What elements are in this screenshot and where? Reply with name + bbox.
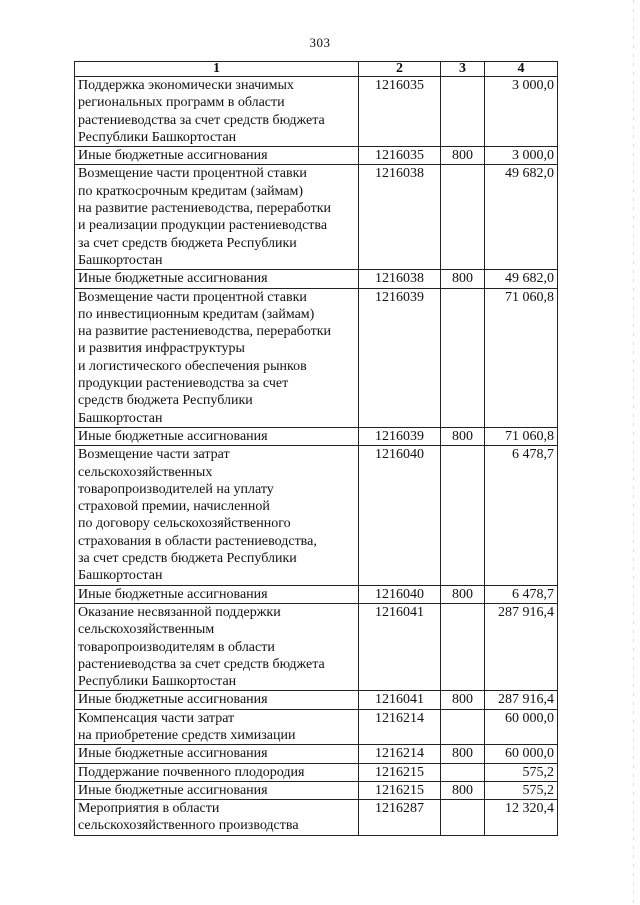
amount-cell-text: 3 000,0 — [512, 78, 554, 93]
table-row — [75, 800, 558, 836]
amount-cell — [485, 709, 558, 745]
code-cell — [359, 763, 441, 781]
code-cell-text: 1216287 — [375, 801, 424, 817]
amount-cell-text: 49 682,0 — [505, 271, 554, 287]
type-cell — [441, 763, 485, 781]
code-cell — [359, 165, 441, 270]
code-cell — [359, 288, 441, 427]
type-cell — [441, 585, 485, 603]
header-row — [75, 62, 558, 77]
code-cell-text: 1216041 — [375, 604, 424, 620]
type-cell — [441, 745, 485, 763]
code-cell — [359, 446, 441, 585]
amount-cell — [485, 745, 558, 763]
name-cell-text: Иные бюджетные ассигнования — [78, 782, 268, 798]
table-row — [75, 763, 558, 781]
name-cell — [75, 147, 359, 165]
amount-cell — [485, 77, 558, 147]
name-cell — [75, 603, 359, 690]
amount-cell — [485, 585, 558, 603]
code-cell — [359, 709, 441, 745]
type-cell — [441, 691, 485, 709]
table-row — [75, 745, 558, 763]
name-cell-text: Иные бюджетные ассигнования — [78, 428, 268, 444]
table-row — [75, 446, 558, 585]
name-cell-text: Возмещение части процентной ставки по краткосрочным кредитам (займам) на развитие растениеводства, переработки и реализации продукции растениеводства за счет средств бюджета Республики Башкортостан — [78, 166, 332, 268]
amount-cell-text: 60 000,0 — [505, 710, 554, 726]
type-cell-text: 800 — [452, 746, 473, 762]
amount-cell — [485, 800, 558, 836]
table-row — [75, 585, 558, 603]
amount-cell — [485, 270, 558, 288]
type-cell — [441, 603, 485, 690]
code-cell — [359, 77, 441, 147]
amount-cell — [485, 691, 558, 709]
table-header — [75, 62, 558, 77]
page-number: 303 — [309, 35, 331, 50]
name-cell-text: Иные бюджетные ассигнования — [78, 746, 268, 762]
amount-cell — [485, 427, 558, 445]
table-body — [75, 77, 558, 836]
name-cell-text: Поддержка экономически значимых региональных программ в области растениеводства за счет средств бюджета Республики Башкортостан — [78, 78, 325, 145]
amount-cell — [485, 147, 558, 165]
type-cell — [441, 800, 485, 836]
amount-cell-text: 575,2 — [522, 782, 554, 798]
code-cell — [359, 147, 441, 165]
table-row — [75, 147, 558, 165]
code-cell-text: 1216039 — [375, 289, 424, 305]
name-cell-text: Возмещение части процентной ставки по инвестиционным кредитам (займам) на развитие растениеводства, переработки и развития инфраструктуры и логистического обеспечения рынков продукции растениеводства за счет средств бюджета Республики Башкортостан — [78, 289, 332, 426]
type-cell — [441, 781, 485, 799]
type-cell-text: 800 — [452, 782, 473, 798]
amount-cell-text: 49 682,0 — [505, 166, 554, 182]
name-cell — [75, 745, 359, 763]
name-cell — [75, 763, 359, 781]
table-row — [75, 288, 558, 427]
amount-cell — [485, 603, 558, 690]
name-cell — [75, 165, 359, 270]
amount-cell — [485, 781, 558, 799]
name-cell-text: Возмещение части затрат сельскохозяйственных товаропроизводителей на уплату страховой премии, начисленной по договору сельскохозяйственного страхования в области растениеводства, за счет средств бюджета Республики Башкортостан — [78, 447, 317, 584]
header-col-2: 2 — [359, 62, 441, 77]
amount-cell-text: 71 060,8 — [505, 289, 554, 305]
name-cell — [75, 800, 359, 836]
name-cell-text: Компенсация части затрат на приобретение средств химизации — [78, 710, 296, 743]
table-row — [75, 603, 558, 690]
header-col-3: 3 — [441, 62, 485, 77]
amount-cell-text: 287 916,4 — [498, 604, 554, 620]
amount-cell-text: 575,2 — [522, 764, 554, 780]
name-cell-text: Иные бюджетные ассигнования — [78, 148, 268, 164]
code-cell — [359, 745, 441, 763]
code-cell-text: 1216035 — [375, 78, 424, 93]
code-cell — [359, 603, 441, 690]
type-cell — [441, 147, 485, 165]
code-cell-text: 1216041 — [375, 692, 424, 708]
table-row — [75, 270, 558, 288]
table-row — [75, 709, 558, 745]
code-cell-text: 1216038 — [375, 166, 424, 182]
code-cell-text: 1216215 — [375, 782, 424, 798]
table-row — [75, 691, 558, 709]
amount-cell-text: 6 478,7 — [512, 447, 554, 463]
type-cell-text: 800 — [452, 428, 473, 444]
code-cell-text: 1216035 — [375, 148, 424, 164]
code-cell — [359, 691, 441, 709]
name-cell — [75, 270, 359, 288]
name-cell-text: Иные бюджетные ассигнования — [78, 586, 268, 602]
header-col-4: 4 — [485, 62, 558, 77]
type-cell — [441, 165, 485, 270]
code-cell — [359, 585, 441, 603]
type-cell — [441, 288, 485, 427]
name-cell — [75, 781, 359, 799]
type-cell-text: 800 — [452, 586, 473, 602]
amount-cell — [485, 288, 558, 427]
amount-cell-text: 71 060,8 — [505, 428, 554, 444]
type-cell-text: 800 — [452, 148, 473, 164]
amount-cell-text: 287 916,4 — [498, 692, 554, 708]
amount-cell — [485, 446, 558, 585]
code-cell-text: 1216214 — [375, 746, 424, 762]
amount-cell-text: 6 478,7 — [512, 586, 554, 602]
code-cell-text: 1216215 — [375, 764, 424, 780]
code-cell-text: 1216040 — [375, 447, 424, 463]
type-cell-text: 800 — [452, 271, 473, 287]
type-cell — [441, 270, 485, 288]
type-cell — [441, 446, 485, 585]
header-col-1: 1 — [75, 62, 359, 77]
budget-table — [74, 61, 558, 836]
name-cell-text: Иные бюджетные ассигнования — [78, 692, 268, 708]
type-cell — [441, 709, 485, 745]
name-cell — [75, 691, 359, 709]
type-cell — [441, 427, 485, 445]
code-cell — [359, 781, 441, 799]
amount-cell — [485, 165, 558, 270]
name-cell-text: Иные бюджетные ассигнования — [78, 271, 268, 287]
code-cell-text: 1216040 — [375, 586, 424, 602]
amount-cell-text: 3 000,0 — [512, 148, 554, 164]
amount-cell-text: 12 320,4 — [505, 801, 554, 817]
code-cell — [359, 427, 441, 445]
type-cell — [441, 77, 485, 147]
name-cell — [75, 585, 359, 603]
table-row — [75, 781, 558, 799]
name-cell-text: Оказание несвязанной поддержки сельскохозяйственным товаропроизводителям в области растениеводства за счет средств бюджета Республики Башкортостан — [78, 604, 325, 690]
code-cell-text: 1216214 — [375, 710, 424, 726]
name-cell — [75, 288, 359, 427]
name-cell-text: Поддержание почвенного плодородия — [78, 764, 305, 780]
name-cell — [75, 77, 359, 147]
amount-cell — [485, 763, 558, 781]
name-cell — [75, 709, 359, 745]
name-cell — [75, 427, 359, 445]
table-row — [75, 165, 558, 270]
name-cell — [75, 446, 359, 585]
code-cell — [359, 800, 441, 836]
type-cell-text: 800 — [452, 692, 473, 708]
code-cell — [359, 270, 441, 288]
name-cell-text: Мероприятия в области сельскохозяйственного производства — [78, 801, 299, 834]
table-row — [75, 427, 558, 445]
scan-edge-artifact — [633, 0, 634, 905]
code-cell-text: 1216039 — [375, 428, 424, 444]
table-row — [75, 77, 558, 147]
amount-cell-text: 60 000,0 — [505, 746, 554, 762]
code-cell-text: 1216038 — [375, 271, 424, 287]
